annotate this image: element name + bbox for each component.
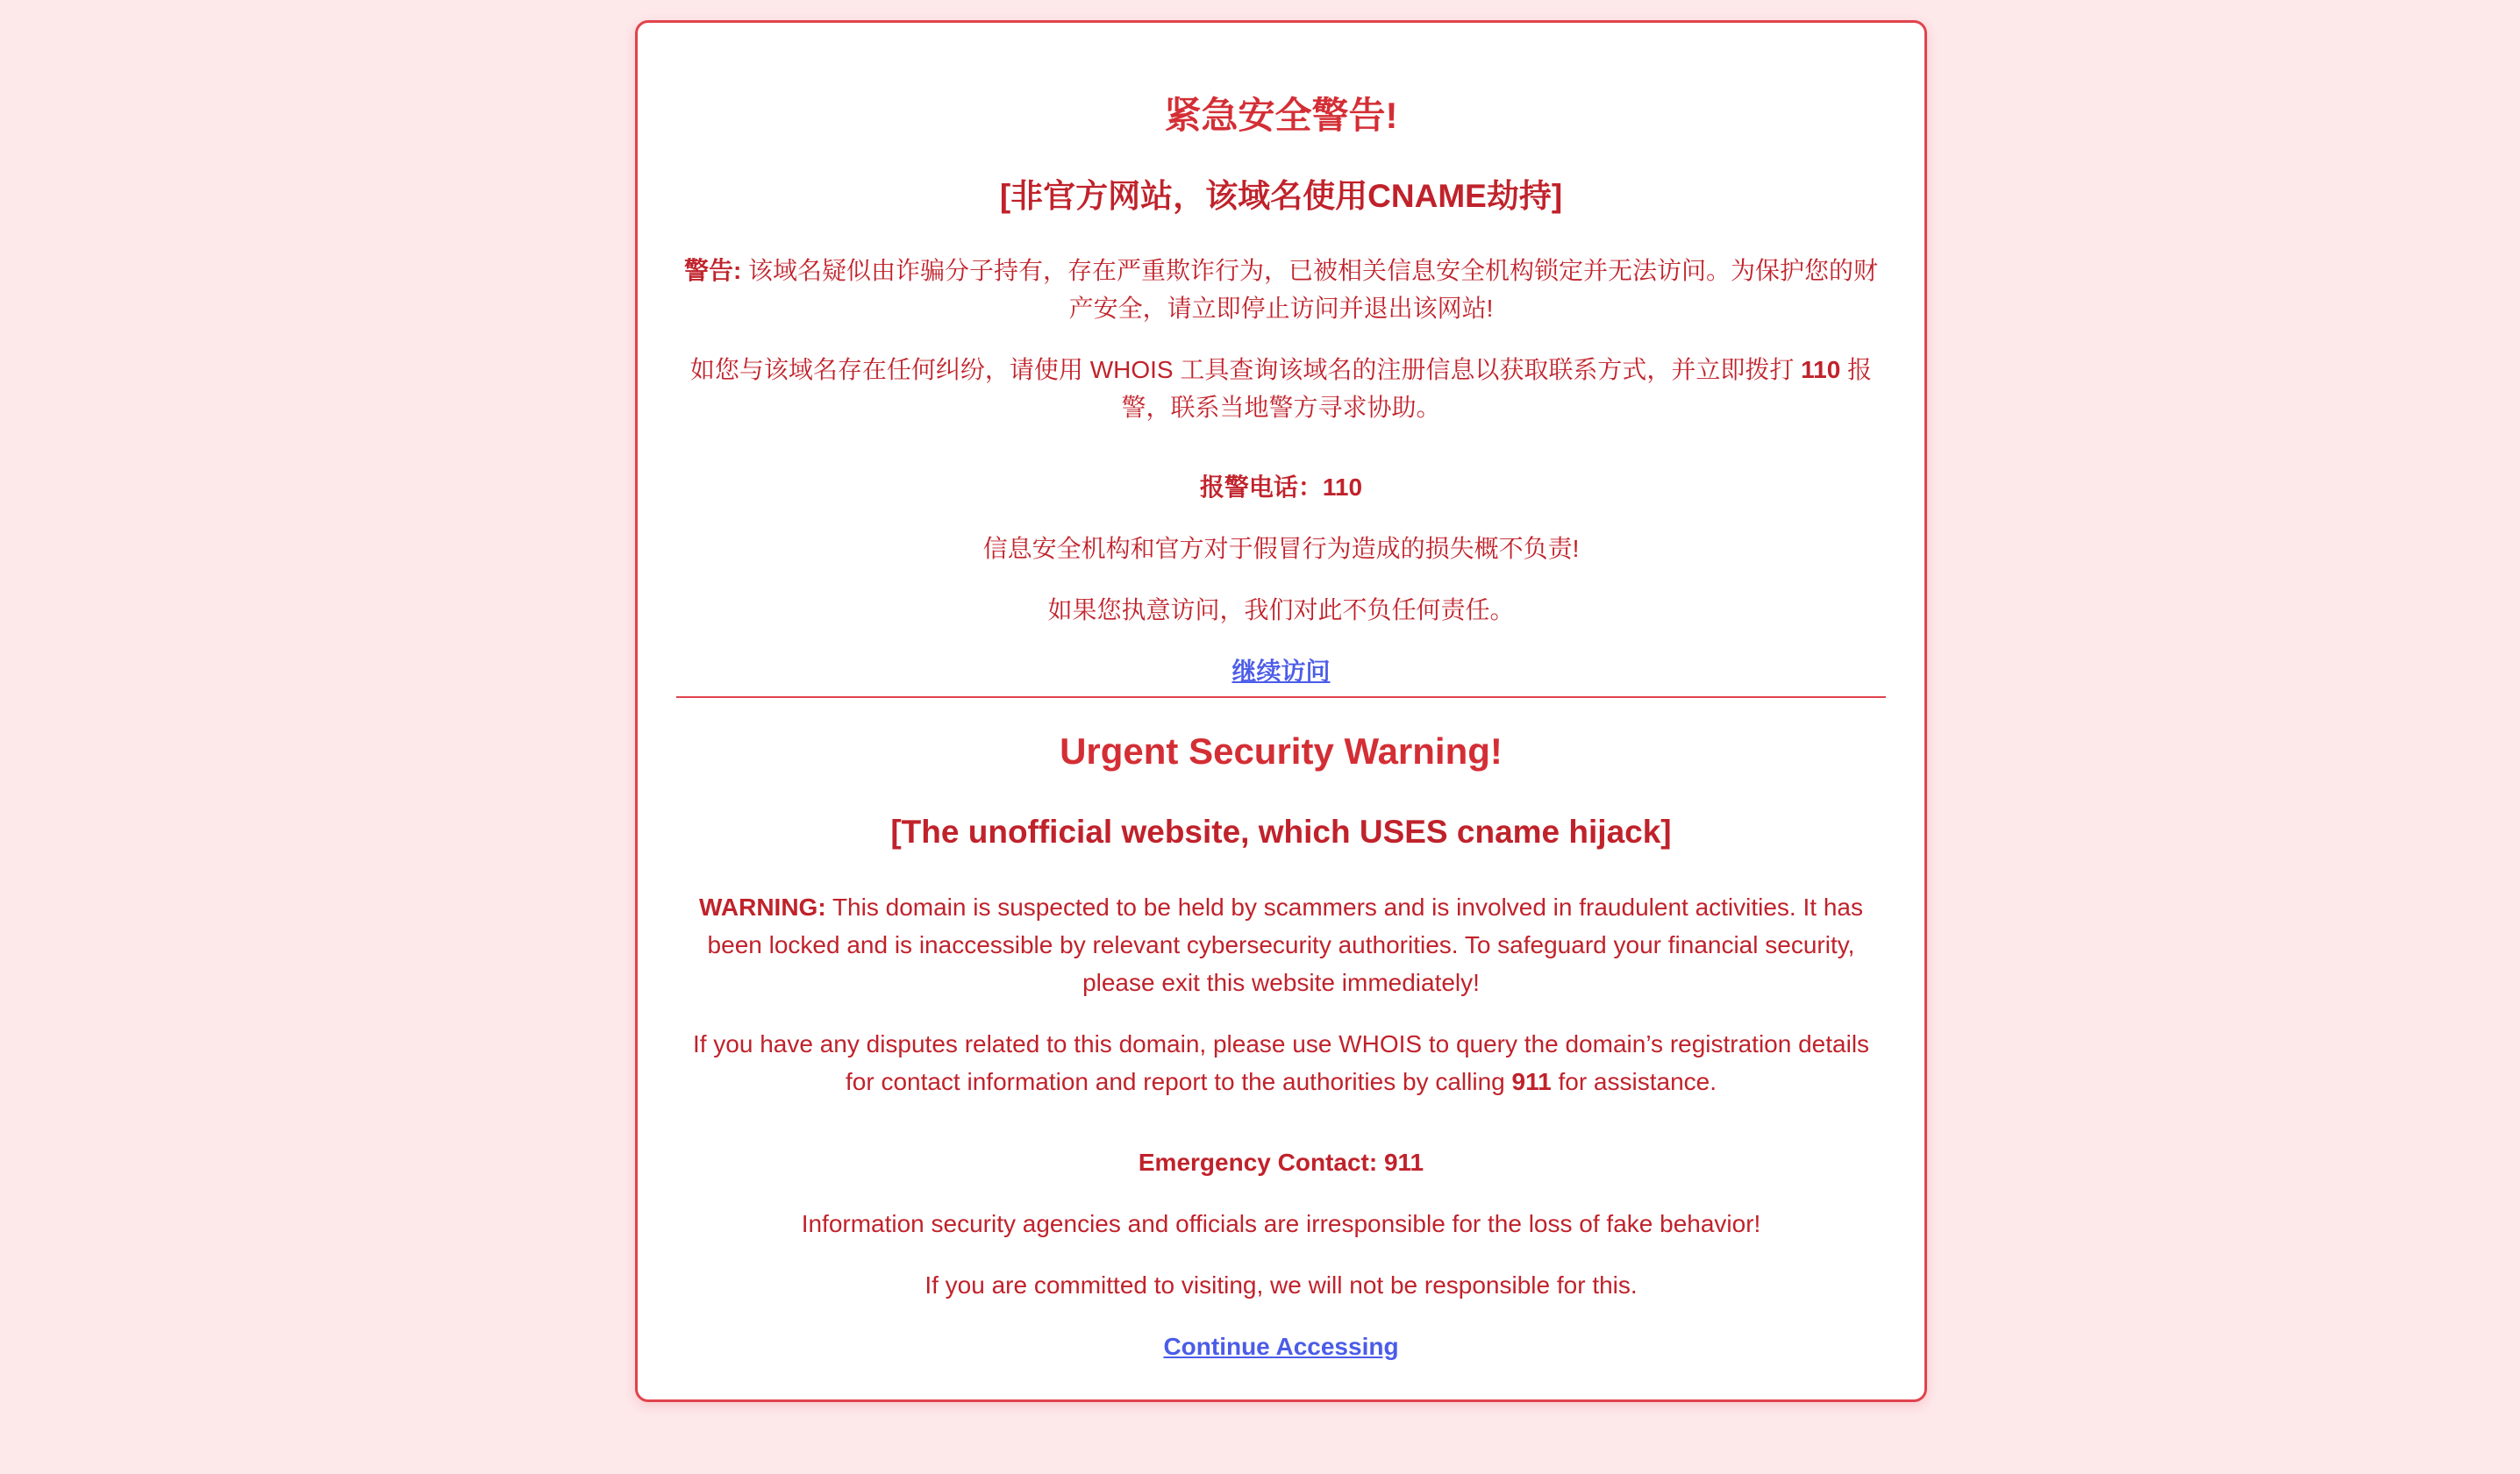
en-dispute-text-1: If you have any disputes related to this domain, please use WHOIS to query the domain’s registration details for contact information and report to the authorities by calling bbox=[692, 1030, 1870, 1095]
en-continue-block bbox=[676, 1328, 1886, 1365]
en-hotline-block bbox=[676, 1143, 1886, 1181]
cn-dispute-text-1: 如您与该域名存在任何纠纷，请使用 WHOIS 工具查询该域名的注册信息以获取联系方式，并立即拨打 bbox=[689, 356, 1802, 383]
en-dispute-number: 911 bbox=[1511, 1068, 1552, 1095]
en-warning-label: WARNING: bbox=[699, 894, 826, 921]
cn-disclaimer-1: 信息安全机构和官方对于假冒行为造成的损失概不负责! bbox=[982, 535, 1580, 562]
cn-hotline: 报警电话：110 bbox=[1199, 474, 1363, 501]
cn-dispute-text-2: 报警，联系当地警方寻求协助。 bbox=[1121, 356, 1873, 421]
cn-warning-paragraph bbox=[676, 252, 1886, 327]
en-dispute-paragraph bbox=[676, 1025, 1886, 1100]
section-divider-wrap bbox=[676, 696, 1886, 698]
en-disclaimer-1: Information security agencies and officials are irresponsible for the loss of fake behavior! bbox=[801, 1210, 1761, 1237]
cn-warning-label: 警告: bbox=[683, 257, 742, 284]
section-divider bbox=[676, 696, 1886, 698]
cn-continue-link[interactable]: 继续访问 bbox=[1231, 658, 1331, 685]
en-continue-link[interactable]: Continue Accessing bbox=[1163, 1333, 1399, 1360]
cn-disclaimer-2: 如果您执意访问，我们对此不负任何责任。 bbox=[1047, 596, 1515, 623]
en-title-block bbox=[676, 727, 1886, 776]
cn-warning-text: 该域名疑似由诈骗分子持有，存在严重欺诈行为，已被相关信息安全机构锁定并无法访问。为保护您的财产安全，请立即停止访问并退出该网站! bbox=[741, 257, 1879, 322]
en-warning-text: This domain is suspected to be held by scammers and is involved in fraudulent activities. It has been locked and is inaccessible by relevant cybersecurity authorities. To safeguard your financial security, please exit this website immediately! bbox=[707, 894, 1863, 996]
en-hotline: Emergency Contact: 911 bbox=[1138, 1149, 1424, 1176]
warning-card bbox=[635, 20, 1927, 1402]
en-dispute-text-2: for assistance. bbox=[1551, 1068, 1717, 1095]
cn-title-block bbox=[676, 91, 1886, 140]
cn-disclaimer-1-block bbox=[676, 530, 1886, 567]
en-disclaimer-1-block bbox=[676, 1205, 1886, 1243]
cn-dispute-number: 110 bbox=[1801, 356, 1841, 383]
en-subtitle-block bbox=[676, 810, 1886, 854]
en-disclaimer-2: If you are committed to visiting, we will not be responsible for this. bbox=[924, 1271, 1638, 1299]
cn-disclaimer-2-block bbox=[676, 591, 1886, 629]
cn-continue-block bbox=[676, 652, 1886, 690]
cn-subtitle-block bbox=[676, 174, 1886, 218]
en-page-title: Urgent Security Warning! bbox=[1060, 730, 1503, 772]
cn-subtitle: [非官方网站，该域名使用CNAME劫持] bbox=[999, 178, 1563, 214]
en-disclaimer-2-block bbox=[676, 1266, 1886, 1304]
en-warning-paragraph bbox=[676, 888, 1886, 1001]
cn-hotline-block bbox=[676, 468, 1886, 506]
en-subtitle: [The unofficial website, which USES cname hijack] bbox=[890, 814, 1672, 850]
cn-page-title: 紧急安全警告! bbox=[1164, 95, 1398, 136]
cn-dispute-paragraph bbox=[676, 351, 1886, 426]
